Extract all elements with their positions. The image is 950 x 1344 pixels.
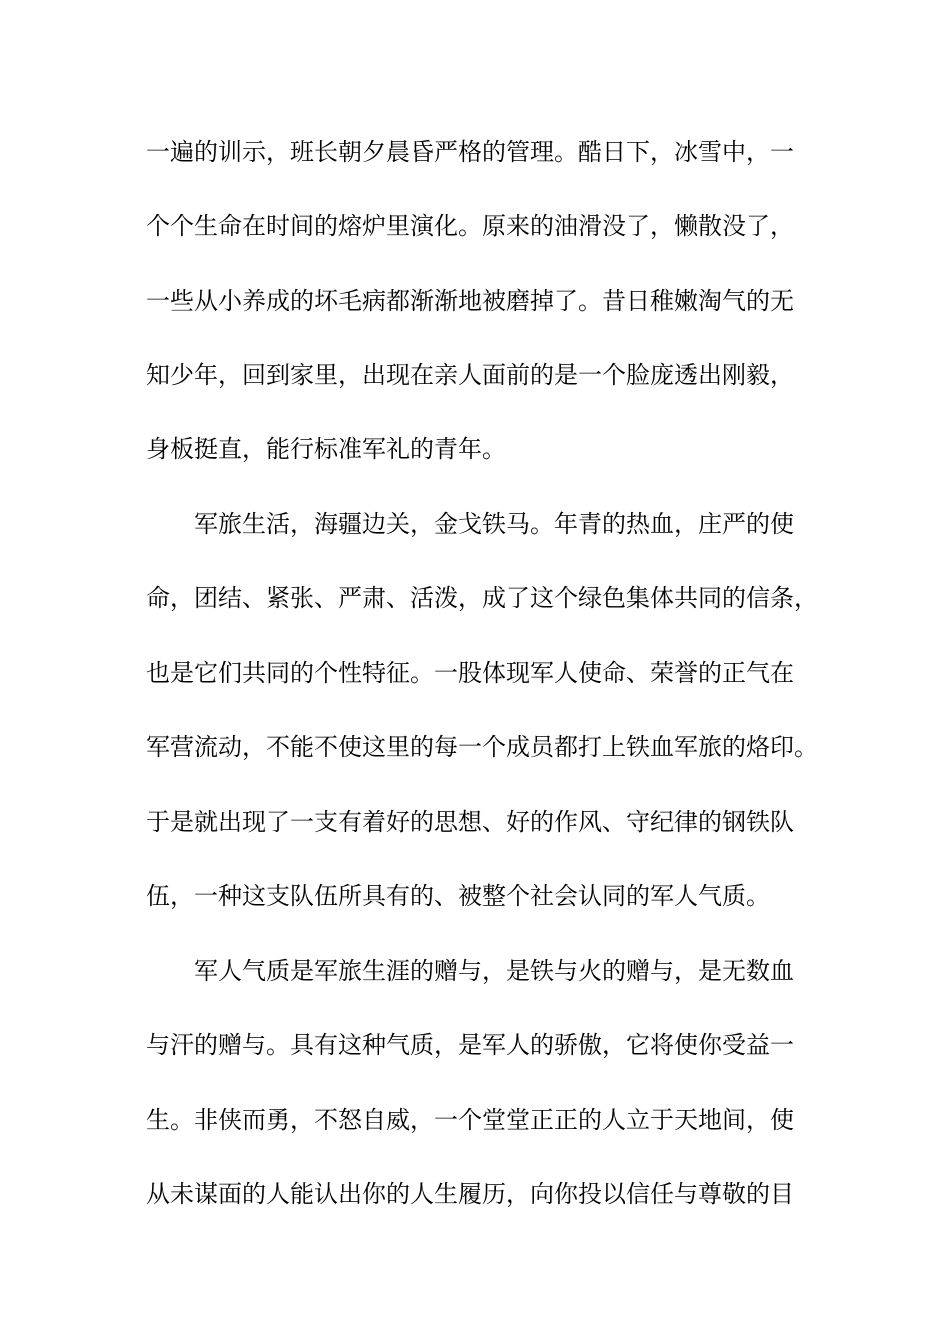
text-line: 伍，一种这支队伍所具有的、被整个社会认同的军人气质。 [146,882,770,910]
text-line: 一些从小养成的坏毛病都渐渐地被磨掉了。昔日稚嫩淘气的无 [146,287,794,315]
text-line: 军旅生活，海疆边关，金戈铁马。年青的热血，庄严的使 [146,510,794,538]
text-line: 一遍的训示，班长朝夕晨昏严格的管理。酷日下，冰雪中，一 [146,138,794,166]
text-line: 从未谋面的人能认出你的人生履历，向你投以信任与尊敬的目 [146,1180,794,1208]
text-line: 也是它们共同的个性特征。一股体现军人使命、荣誉的正气在 [146,659,794,687]
text-line: 军人气质是军旅生涯的赠与，是铁与火的赠与，是无数血 [146,957,794,985]
text-line: 军营流动，不能不使这里的每一个成员都打上铁血军旅的烙印。 [146,733,818,761]
text-line: 生。非侠而勇，不怒自威，一个堂堂正正的人立于天地间，使 [146,1106,794,1134]
text-line: 与汗的赠与。具有这种气质，是军人的骄傲，它将使你受益一 [146,1031,794,1059]
text-line: 个个生命在时间的熔炉里演化。原来的油滑没了，懒散没了， [146,212,794,240]
text-line: 命，团结、紧张、严肃、活泼，成了这个绿色集体共同的信条， [146,584,818,612]
text-line: 知少年，回到家里，出现在亲人面前的是一个脸庞透出刚毅， [146,361,794,389]
text-line: 于是就出现了一支有着好的思想、好的作风、守纪律的钢铁队 [146,808,794,836]
text-line: 身板挺直，能行标准军礼的青年。 [146,435,506,463]
